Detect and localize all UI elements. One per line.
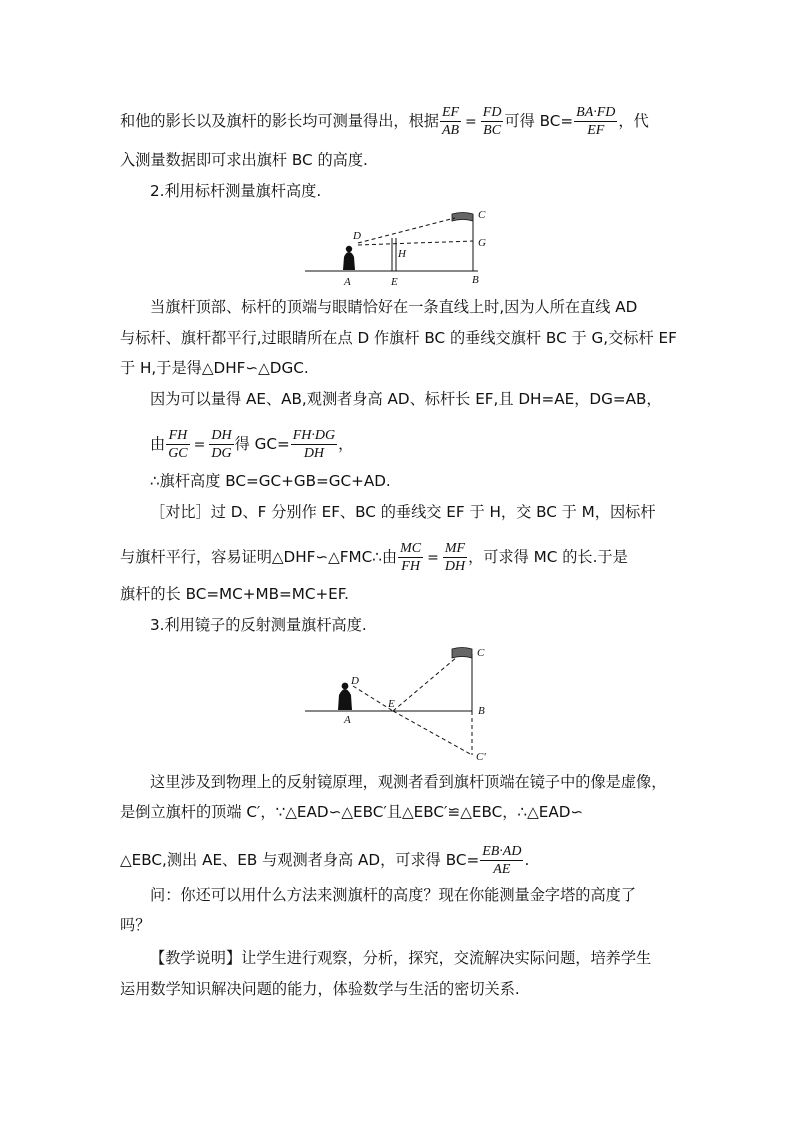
label-e: E (391, 276, 398, 288)
text-run: . (524, 851, 530, 869)
fraction-ba-fd-ef (574, 104, 617, 139)
text-line: 旗杆的长 BC=MC+MB=MC+EF. (120, 585, 349, 603)
label-d: D (351, 675, 359, 687)
figure-benchmark-pole (300, 205, 510, 290)
fraction-mf-dh (443, 540, 467, 575)
label-c: C (477, 647, 485, 659)
text-line: 因为可以量得 AE、AB,观测者身高 AD、标杆长 EF,且 DH=AE，DG=AB， (150, 390, 662, 408)
text-line: 问：你还可以用什么方法来测旗杆的高度？现在你能测量金字塔的高度了 (150, 886, 636, 904)
fraction-numerator: EF (441, 105, 460, 120)
text-line (150, 427, 353, 462)
text-line: 运用数学知识解决问题的能力，体验数学与生活的密切关系. (120, 980, 520, 998)
text-line: ∴旗杆高度 BC=GC+GB=GC+AD. (150, 472, 391, 490)
text-line: 是倒立旗杆的顶端 C′，∵△EAD∽△EBC′且△EBC′≌△EBC，∴△EAD∽ (120, 803, 584, 821)
text-run: ， (338, 435, 354, 453)
fraction-denominator: BC (483, 123, 502, 138)
text-run: △EBC,测出 AE、EB 与观测者身高 AD，可求得 BC= (120, 851, 480, 869)
fraction-numerator: FD (482, 105, 502, 120)
fraction-numerator: EB·AD (482, 844, 522, 859)
fraction-denominator: AE (493, 862, 511, 877)
label-g: G (478, 237, 486, 249)
text-run: 由 (150, 435, 166, 453)
label-b: B (472, 274, 479, 286)
section-heading: 3.利用镜子的反射测量旗杆高度. (150, 616, 367, 634)
text-line (120, 104, 649, 139)
equals-sign: = (465, 113, 477, 130)
fraction-denominator: AB (441, 123, 460, 138)
text-run: ，可求得 MC 的长.于是 (468, 548, 628, 566)
text-run: 得 GC= (234, 435, 290, 453)
label-e: E (388, 698, 395, 710)
text-run: 与旗杆平行，容易证明△DHF∽△FMC∴由 (120, 548, 398, 566)
equals-sign: = (193, 436, 206, 453)
fraction-fd-bc (481, 104, 504, 139)
fraction-eb-ad-ae (480, 843, 523, 878)
fraction-numerator: BA·FD (576, 105, 616, 120)
text-run: ，代 (618, 112, 649, 130)
figure-mirror-reflection (300, 640, 510, 768)
fraction-dh-dg (209, 427, 233, 462)
label-h: H (398, 248, 406, 260)
fraction-mc-fh (398, 540, 423, 575)
section-heading: 2.利用标杆测量旗杆高度. (150, 182, 322, 200)
text-line (120, 843, 529, 878)
equals-sign: = (427, 549, 439, 566)
label-c-prime: C' (476, 751, 486, 763)
text-line: ［对比］过 D、F 分别作 EF、BC 的垂线交 EF 于 H，交 BC 于 M，因标杆 (150, 503, 656, 521)
fraction-denominator: GC (168, 446, 188, 461)
text-line: 入测量数据即可求出旗杆 BC 的高度. (120, 151, 368, 169)
text-run: 可得 BC= (504, 112, 574, 130)
text-line: 吗？ (120, 916, 151, 934)
fraction-numerator: MF (443, 540, 467, 558)
label-a: A (344, 276, 351, 288)
fraction-denominator: EF (587, 123, 605, 138)
fraction-numerator: MC (400, 541, 422, 556)
fraction-fh-dg-dh (291, 427, 337, 462)
text-line: 于 H,于是得△DHF∽△DGC. (120, 359, 309, 377)
label-a: A (344, 714, 351, 726)
text-line: 当旗杆顶部、标杆的顶端与眼睛恰好在一条直线上时,因为人所在直线 AD (150, 298, 638, 316)
fraction-denominator: DH (303, 446, 325, 461)
fraction-numerator: DH (211, 428, 232, 443)
fraction-denominator: FH (401, 559, 420, 574)
text-line: 这里涉及到物理上的反射镜原理，观测者看到旗杆顶端在镜子中的像是虚像， (150, 773, 667, 791)
text-line (120, 540, 628, 575)
fraction-denominator: DG (211, 446, 232, 461)
fraction-denominator: DH (444, 559, 466, 574)
label-c: C (478, 209, 486, 221)
label-b: B (478, 705, 485, 717)
fraction-numerator: FH (166, 427, 189, 445)
text-run: 和他的影长以及旗杆的影长均可测量得出，根据 (120, 112, 439, 130)
fraction-fh-gc (166, 427, 189, 462)
fraction-numerator: FH·DG (292, 428, 336, 443)
text-line: 【教学说明】让学生进行观察，分析，探究，交流解决实际问题，培养学生 (150, 949, 652, 967)
label-d: D (353, 230, 361, 242)
text-line: 与标杆、旗杆都平行,过眼睛所在点 D 作旗杆 BC 的垂线交旗杆 BC 于 G,交标杆 EF (120, 329, 677, 347)
fraction-ef-ab (440, 104, 461, 139)
